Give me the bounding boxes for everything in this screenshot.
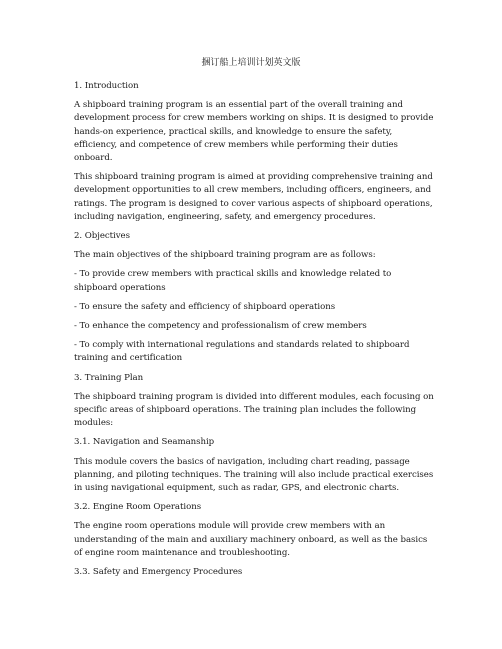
intro-paragraph-1: A shipboard training program is an essential part of the overall training and development process for crew members working on ships. It is designed to provide hands-on experience, practical skills, and knowledge to ensure the safety, efficiency, and competence of crew members while performing their duties onboard. [74, 100, 434, 164]
heading-navigation-seamanship: 3.1. Navigation and Seamanship [74, 437, 215, 448]
intro-paragraph-2: This shipboard training program is aimed at providing comprehensive training and development opportunities to all crew members, including officers, engineers, and ratings. The program is designed to cover various aspects of shipboard operations, including navigation, engineering, safety, and emergency procedures. [74, 172, 433, 222]
training-plan-intro: The shipboard training program is divided into different modules, each focusing on specific areas of shipboard operations. The training plan includes the following modules: [74, 391, 434, 429]
document-title: 捆订船上培训计划英文版 [201, 58, 301, 68]
objective-item-1: - To provide crew members with practical skills and knowledge related to shipboard operations [74, 269, 392, 293]
heading-safety-emergency: 3.3. Safety and Emergency Procedures [74, 567, 243, 578]
objective-item-3: - To enhance the competency and professionalism of crew members [74, 321, 367, 332]
objective-item-2: - To ensure the safety and efficiency of shipboard operations [74, 301, 336, 312]
heading-engine-room: 3.2. Engine Room Operations [74, 502, 202, 513]
navigation-paragraph: This module covers the basics of navigation, including chart reading, passage planning, and piloting techniques. The training will also include practical exercises in using navigational equipment, such as radar, GPS, and electronic charts. [74, 456, 434, 494]
document-body [74, 80, 436, 585]
objective-item-4: - To comply with international regulations and standards related to shipboard training and certification [74, 340, 410, 364]
objectives-intro: The main objectives of the shipboard training program are as follows: [74, 250, 376, 261]
heading-training-plan: 3. Training Plan [74, 372, 144, 383]
engine-room-paragraph: The engine room operations module will provide crew members with an understanding of the main and auxiliary machinery onboard, as well as the basics of engine room maintenance and troubleshooting. [74, 521, 428, 558]
heading-introduction: 1. Introduction [74, 81, 139, 91]
heading-objectives: 2. Objectives [74, 231, 130, 242]
